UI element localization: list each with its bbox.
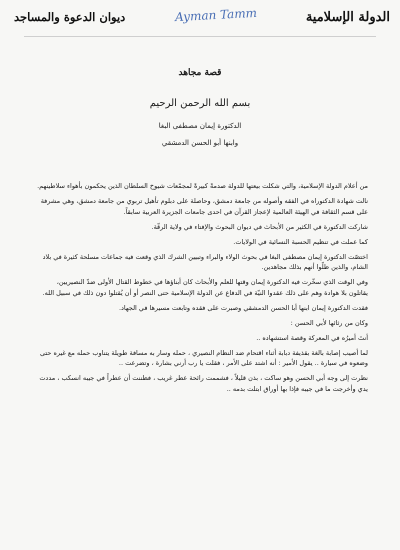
basmala: بسم الله الرحمن الرحيم <box>149 98 251 109</box>
paragraph: كما عملت في تنظيم الحسبة النسائية في الولايات. <box>233 237 368 246</box>
paragraph: نالت شهادة الدكتوراه في الفقه وأصوله من جامعة دمشق، وحاصلة على دبلوم تأهيل تربوي من جامعة دمشق، وهي مشرفة على قسم الثقافة في الهيئة العالمية لإعجاز القرآن في احدى جامعات الجزيرة العربية سابقاً. <box>40 197 368 216</box>
paragraph: اختصّت الدكتورة إيمان مصطفى البغا في بحوث الولاء والبراء وتبيين الشرك الذي وقعت فيه جماعات مسلحة كثيرة في بلاد الشام، والذين ظلّوا أنهم بذلك مجاهدين. <box>42 252 368 271</box>
subtitle-son: وابنها أبو الحسن الدمشقي <box>161 139 239 147</box>
paragraph: فقدت الدكتورة إيمان ابنها أبا الحسن الدمشقي وصبرت على فقده وتابعت مسيرها في الجهاد. <box>118 303 368 312</box>
paragraph: نظرت إلى وجه أبي الحسن وهو ساكت ، بذن قليلاً ، فشممت رائحة عطر غريب ، فظننت أن عطراً في جيبه انسكب ، مددت يدي وأخرجت ما في جيبه فإذا بها أوراق ابتلت بدمه .. <box>39 374 368 393</box>
paragraph: شاركت الدكتورة في الكثير من الأبحاث في ديوان البحوث والإفتاء في ولاية الرقّة. <box>151 222 368 231</box>
handwritten-signature: Ayman Tamm <box>174 5 258 25</box>
dawah-office-logo: ديوان الدعوة والمساجد <box>14 10 126 24</box>
paragraph: وفي الوقت الذي سخّرت فيه الدكتورة إيمان وقتها للعلم والأبحاث كان أبناؤها في خطوط القتال الأولى ضدّ النصيريين، يقاتلون بلا هوادة وهم على ذلك عقدوا النيّة في الدفاع عن الدولة الإسلامية حتى النصر أو أن يُقتلوا دون ذلك في سبيل الله. <box>42 278 368 297</box>
paragraph: وكان من رثائها لأبي الحسن : <box>290 318 368 327</box>
document-body <box>36 181 368 399</box>
state-logo: الدولة الإسلامية <box>305 10 390 25</box>
paragraph: أنتَ أميرُه في المعركة وقصة استشهاده .. <box>256 333 368 342</box>
header-divider <box>24 36 376 37</box>
paragraph: لما أصيب إصابة بالغة بقذيفة دبابة أثناء اقتحام ضد النظام النصيري ، حمله وسار به مسافة طويلة يتناوب حمله مع غيره حتى وضعوه في سيارة .. يقول الأمير : أنه اشتد على الأمر ، فقلت يا رب أرني بشارة ، وتضرعت .. <box>40 348 368 367</box>
document-title: قصة مجاهد <box>178 68 222 78</box>
subtitle-name: الدكتورة إيمان مصطفى البغا <box>158 122 242 130</box>
paragraph: من أعلام الدولة الإسلامية، والتي شكلت بيعتها للدولة صدمةً كبيرةً لمجمّعات شيوخ السلطان الذين يحكمون بأهواء سلاطينهم. <box>37 182 368 190</box>
